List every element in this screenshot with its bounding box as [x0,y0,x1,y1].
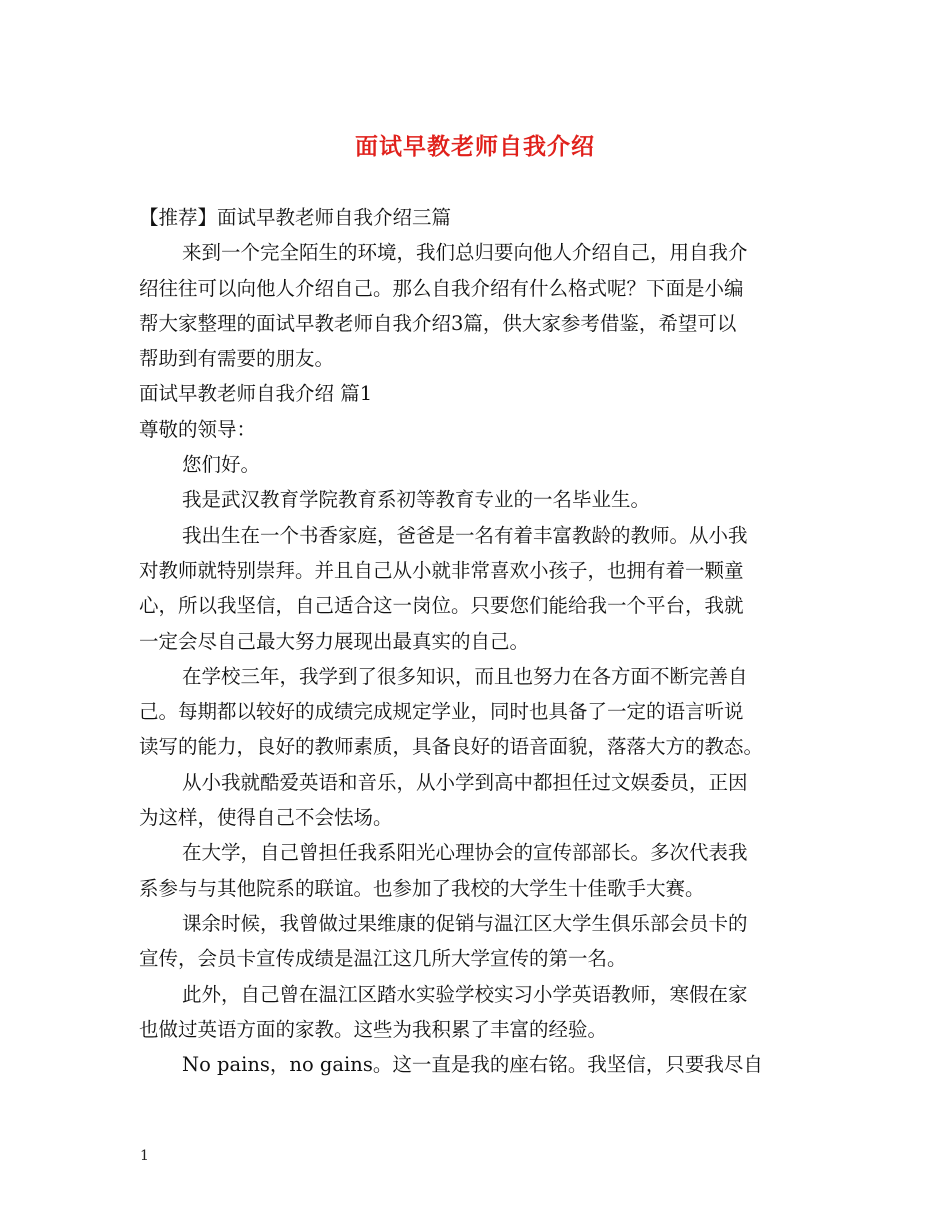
text-line: 课余时候，我曾做过果维康的促销与温江区大学生俱乐部会员卡的 [182,911,748,935]
document-body [139,200,819,1082]
document-title: 面试早教老师自我介绍 [355,133,595,160]
text-line: 为这样，使得自己不会怯场。 [139,806,393,830]
text-line: No pains，no gains。这一直是我的座右铭。我坚信，只要我尽自 [182,1053,763,1077]
text-line: 我是武汉教育学院教育系初等教育专业的一名毕业生。 [182,488,651,512]
text-line: 此外，自己曾在温江区踏水实验学校实习小学英语教师，寒假在家 [182,982,748,1006]
text-line: 一定会尽自己最大努力展现出最真实的自己。 [139,629,530,653]
text-line: 尊敬的领导： [139,417,257,441]
text-line: 宣传，会员卡宣传成绩是温江这几所大学宣传的第一名。 [139,947,627,971]
text-line: 帮大家整理的面试早教老师自我介绍3篇，供大家参考借鉴，希望可以 [139,311,737,335]
text-line: 【推荐】面试早教老师自我介绍三篇 [139,206,452,229]
text-line: 在学校三年，我学到了很多知识，而且也努力在各方面不断完善自 [182,664,748,688]
text-line: 己。每期都以较好的成绩完成规定学业，同时也具备了一定的语言听说 [139,700,744,724]
text-line: 也做过英语方面的家教。这些为我积累了丰富的经验。 [139,1017,608,1041]
text-line: 在大学，自己曾担任我系阳光心理协会的宣传部部长。多次代表我 [182,841,748,865]
text-line: 绍往往可以向他人介绍自己。那么自我介绍有什么格式呢？下面是小编 [139,276,744,300]
text-line: 面试早教老师自我介绍 篇1 [139,382,373,406]
text-line: 系参与与其他院系的联谊。也参加了我校的大学生十佳歌手大赛。 [139,876,705,900]
text-line: 来到一个完全陌生的环境，我们总归要向他人介绍自己，用自我介 [182,241,748,265]
text-line: 帮助到有需要的朋友。 [139,347,335,371]
text-line: 对教师就特别崇拜。并且自己从小就非常喜欢小孩子，也拥有着一颗童 [139,558,744,582]
text-line: 您们好。 [182,453,261,477]
text-line: 心，所以我坚信，自己适合这一岗位。只要您们能给我一个平台，我就 [139,594,744,618]
text-line: 读写的能力，良好的教师素质，具备良好的语音面貌，落落大方的教态。 [139,735,764,759]
text-line: 从小我就酷爱英语和音乐，从小学到高中都担任过文娱委员，正因 [182,770,748,794]
text-line: 我出生在一个书香家庭，爸爸是一名有着丰富教龄的教师。从小我 [182,523,748,547]
page-number: 1 [140,1148,149,1164]
